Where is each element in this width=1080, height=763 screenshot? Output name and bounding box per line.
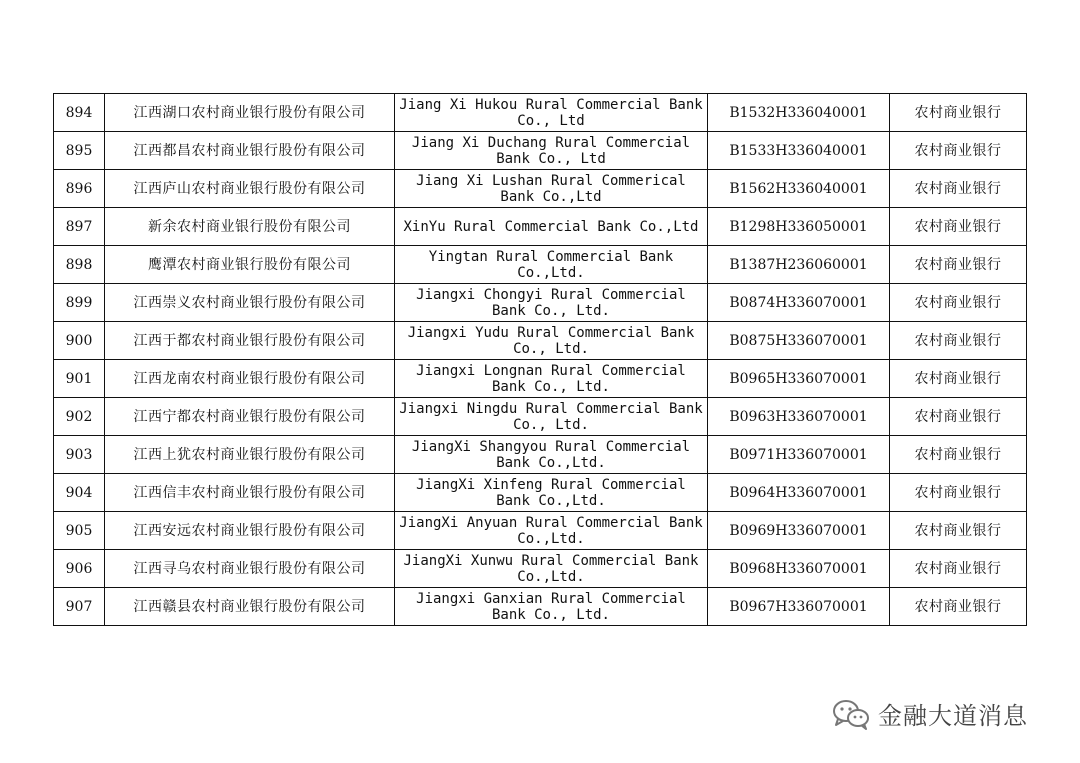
- institution-type: 农村商业银行: [890, 588, 1027, 626]
- bank-name-chinese: 江西庐山农村商业银行股份有限公司: [105, 170, 395, 208]
- wechat-watermark: [832, 696, 1028, 731]
- row-number: 901: [54, 360, 105, 398]
- row-number: 899: [54, 284, 105, 322]
- bank-name-chinese: 江西赣县农村商业银行股份有限公司: [105, 588, 395, 626]
- row-number: 907: [54, 588, 105, 626]
- bank-name-chinese: 鹰潭农村商业银行股份有限公司: [105, 246, 395, 284]
- institution-type: 农村商业银行: [890, 512, 1027, 550]
- bank-name-english: Jiangxi Longnan Rural Commercial Bank Co., Ltd.: [395, 360, 708, 398]
- bank-name-english: Jiangxi Ganxian Rural Commercial Bank Co., Ltd.: [395, 588, 708, 626]
- row-number: 905: [54, 512, 105, 550]
- institution-type: 农村商业银行: [890, 132, 1027, 170]
- institution-type: 农村商业银行: [890, 550, 1027, 588]
- bank-name-english: Jiangxi Yudu Rural Commercial Bank Co., Ltd.: [395, 322, 708, 360]
- institution-code: B0969H336070001: [708, 512, 890, 550]
- institution-type: 农村商业银行: [890, 436, 1027, 474]
- institution-code: B0965H336070001: [708, 360, 890, 398]
- bank-name-english: Jiangxi Chongyi Rural Commercial Bank Co., Ltd.: [395, 284, 708, 322]
- bank-name-chinese: 江西于都农村商业银行股份有限公司: [105, 322, 395, 360]
- table-row: [54, 322, 1027, 360]
- row-number: 894: [54, 94, 105, 132]
- bank-name-chinese: 江西寻乌农村商业银行股份有限公司: [105, 550, 395, 588]
- bank-name-english: Jiang Xi Duchang Rural Commercial Bank Co., Ltd: [395, 132, 708, 170]
- bank-name-english: Jiang Xi Hukou Rural Commercial Bank Co., Ltd: [395, 94, 708, 132]
- bank-name-english: Jiang Xi Lushan Rural Commerical Bank Co.,Ltd: [395, 170, 708, 208]
- bank-name-english: XinYu Rural Commercial Bank Co.,Ltd: [395, 208, 708, 246]
- institution-code: B0968H336070001: [708, 550, 890, 588]
- bank-name-chinese: 新余农村商业银行股份有限公司: [105, 208, 395, 246]
- bank-name-chinese: 江西湖口农村商业银行股份有限公司: [105, 94, 395, 132]
- bank-registry-table: [53, 93, 1027, 626]
- watermark-text: 金融大道消息: [878, 702, 1028, 730]
- bank-name-chinese: 江西龙南农村商业银行股份有限公司: [105, 360, 395, 398]
- table-row: [54, 246, 1027, 284]
- institution-type: 农村商业银行: [890, 94, 1027, 132]
- bank-name-chinese: 江西安远农村商业银行股份有限公司: [105, 512, 395, 550]
- row-number: 900: [54, 322, 105, 360]
- table-row: [54, 170, 1027, 208]
- bank-name-english: JiangXi Xinfeng Rural Commercial Bank Co.,Ltd.: [395, 474, 708, 512]
- bank-name-english: JiangXi Shangyou Rural Commercial Bank Co.,Ltd.: [395, 436, 708, 474]
- bank-name-chinese: 江西上犹农村商业银行股份有限公司: [105, 436, 395, 474]
- table-row: [54, 436, 1027, 474]
- table-row: [54, 208, 1027, 246]
- row-number: 906: [54, 550, 105, 588]
- institution-type: 农村商业银行: [890, 398, 1027, 436]
- institution-code: B0874H336070001: [708, 284, 890, 322]
- table-body: [54, 94, 1027, 626]
- table-row: [54, 132, 1027, 170]
- institution-code: B1387H236060001: [708, 246, 890, 284]
- bank-name-chinese: 江西都昌农村商业银行股份有限公司: [105, 132, 395, 170]
- institution-type: 农村商业银行: [890, 322, 1027, 360]
- row-number: 904: [54, 474, 105, 512]
- bank-name-english: Jiangxi Ningdu Rural Commercial Bank Co., Ltd.: [395, 398, 708, 436]
- row-number: 903: [54, 436, 105, 474]
- institution-type: 农村商业银行: [890, 208, 1027, 246]
- row-number: 898: [54, 246, 105, 284]
- table-row: [54, 512, 1027, 550]
- row-number: 897: [54, 208, 105, 246]
- institution-code: B0964H336070001: [708, 474, 890, 512]
- row-number: 902: [54, 398, 105, 436]
- institution-type: 农村商业银行: [890, 246, 1027, 284]
- wechat-icon: [832, 698, 870, 730]
- institution-code: B0971H336070001: [708, 436, 890, 474]
- table-row: [54, 94, 1027, 132]
- bank-name-chinese: 江西信丰农村商业银行股份有限公司: [105, 474, 395, 512]
- institution-code: B0875H336070001: [708, 322, 890, 360]
- table-row: [54, 550, 1027, 588]
- institution-type: 农村商业银行: [890, 474, 1027, 512]
- table-row: [54, 284, 1027, 322]
- institution-code: B0967H336070001: [708, 588, 890, 626]
- table-row: [54, 398, 1027, 436]
- institution-type: 农村商业银行: [890, 360, 1027, 398]
- institution-code: B1298H336050001: [708, 208, 890, 246]
- institution-type: 农村商业银行: [890, 170, 1027, 208]
- table-row: [54, 588, 1027, 626]
- institution-code: B1533H336040001: [708, 132, 890, 170]
- institution-code: B0963H336070001: [708, 398, 890, 436]
- institution-code: B1562H336040001: [708, 170, 890, 208]
- bank-name-english: JiangXi Anyuan Rural Commercial Bank Co.,Ltd.: [395, 512, 708, 550]
- bank-name-chinese: 江西宁都农村商业银行股份有限公司: [105, 398, 395, 436]
- bank-name-english: JiangXi Xunwu Rural Commercial Bank Co.,Ltd.: [395, 550, 708, 588]
- bank-name-english: Yingtan Rural Commercial Bank Co.,Ltd.: [395, 246, 708, 284]
- table-row: [54, 360, 1027, 398]
- row-number: 895: [54, 132, 105, 170]
- row-number: 896: [54, 170, 105, 208]
- bank-name-chinese: 江西崇义农村商业银行股份有限公司: [105, 284, 395, 322]
- institution-type: 农村商业银行: [890, 284, 1027, 322]
- table-row: [54, 474, 1027, 512]
- institution-code: B1532H336040001: [708, 94, 890, 132]
